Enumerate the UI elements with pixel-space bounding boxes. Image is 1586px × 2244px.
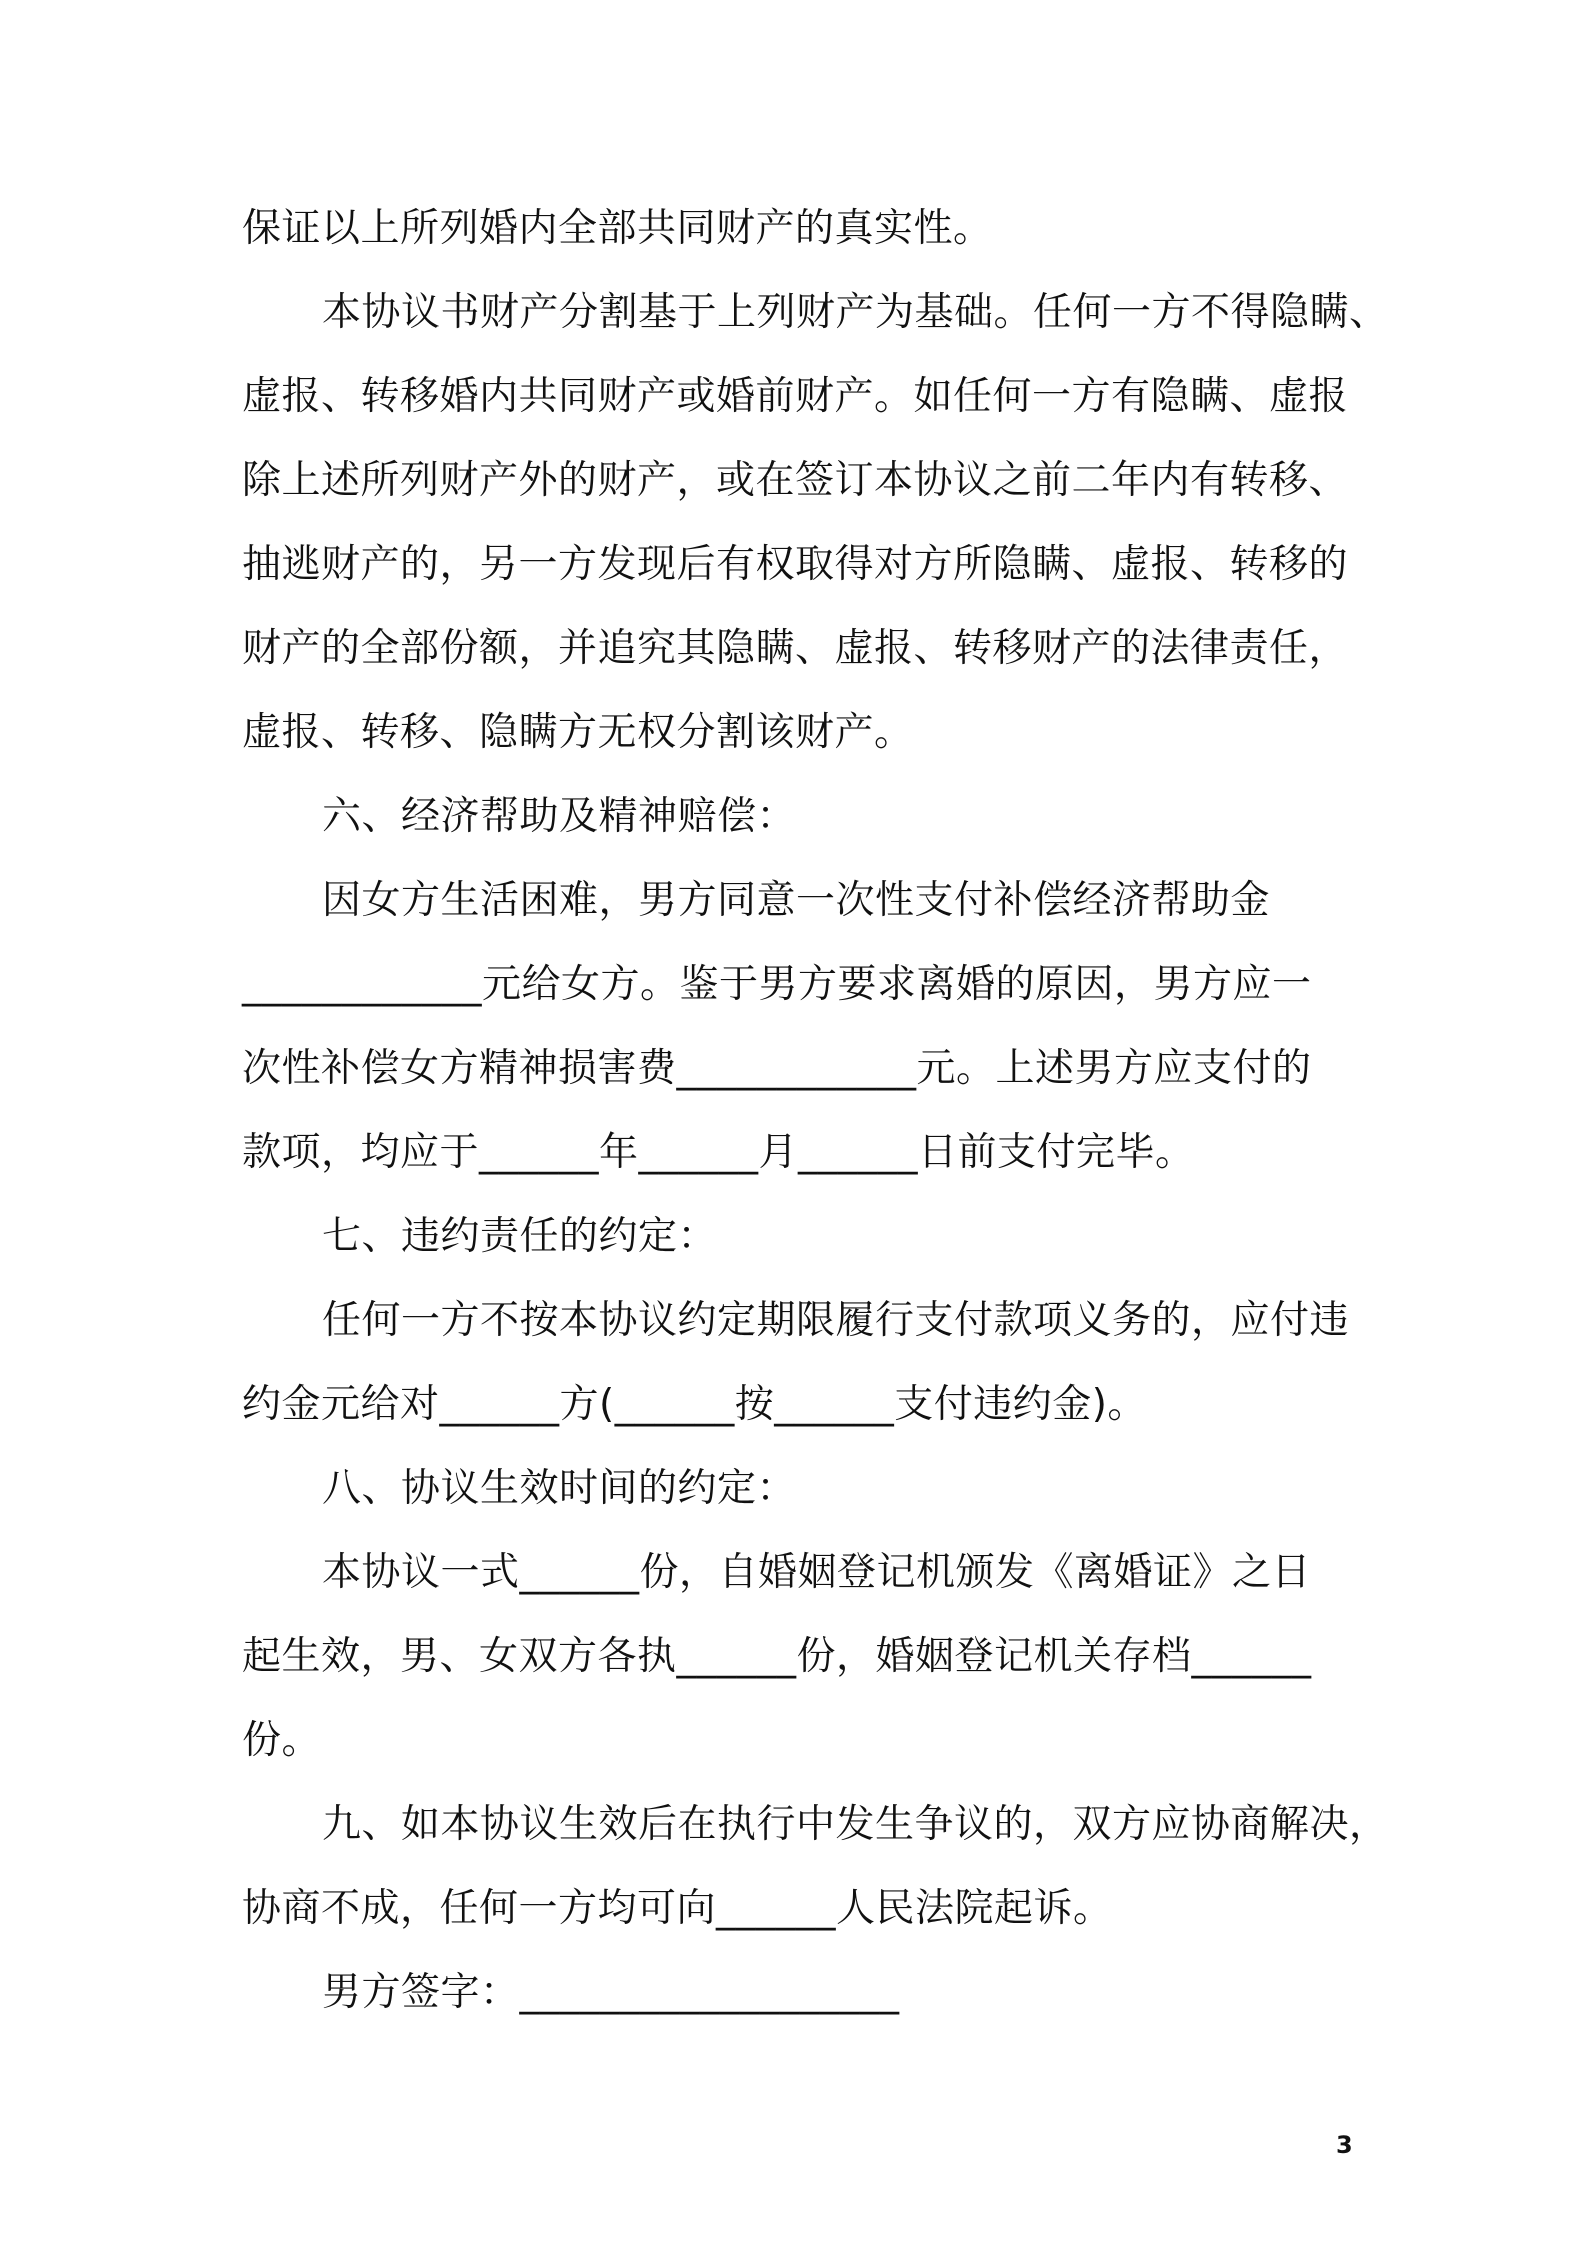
page-number: 3 [1336, 2131, 1353, 2159]
text-line: 本协议一式______份，自婚姻登记机颁发《离婚证》之日 [322, 1550, 1312, 1595]
text-line: 因女方生活困难，男方同意一次性支付补偿经济帮助金 [322, 878, 1271, 923]
text-line: 虚报、转移婚内共同财产或婚前财产。如任何一方有隐瞒、虚报 [242, 374, 1349, 419]
text-line: 除上述所列财产外的财产，或在签订本协议之前二年内有转移、 [242, 458, 1349, 503]
text-line: 财产的全部份额，并追究其隐瞒、虚报、转移财产的法律责任， [242, 626, 1349, 671]
text-line: 款项，均应于______年______月______日前支付完毕。 [242, 1130, 1195, 1175]
text-line: 次性补偿女方精神损害费____________元。上述男方应支付的 [242, 1046, 1312, 1091]
text-line: 本协议书财产分割基于上列财产为基础。任何一方不得隐瞒、 [322, 290, 1389, 335]
text-line: 抽逃财产的，另一方发现后有权取得对方所隐瞒、虚报、转移的 [242, 542, 1349, 587]
section-heading-9: 九、如本协议生效后在执行中发生争议的，双方应协商解决， [322, 1802, 1389, 1847]
text-line: 保证以上所列婚内全部共同财产的真实性。 [242, 206, 993, 251]
text-line: 份。 [242, 1718, 322, 1763]
section-heading-6: 六、经济帮助及精神赔偿： [322, 794, 797, 839]
text-line: 协商不成，任何一方均可向______人民法院起诉。 [242, 1886, 1113, 1931]
body-text [242, 187, 1389, 2035]
male-signature-line: 男方签字：___________________ [322, 1970, 900, 2015]
text-line: 约金元给对______方(______按______支付违约金)。 [242, 1382, 1147, 1427]
text-line: 起生效，男、女双方各执______份，婚姻登记机关存档______ [242, 1634, 1312, 1679]
section-heading-7: 七、违约责任的约定： [322, 1214, 718, 1259]
text-line: 任何一方不按本协议约定期限履行支付款项义务的，应付违 [322, 1298, 1350, 1343]
section-heading-8: 八、协议生效时间的约定： [322, 1466, 797, 1511]
text-line: ____________元给女方。鉴于男方要求离婚的原因，男方应一 [242, 962, 1312, 1007]
text-line: 虚报、转移、隐瞒方无权分割该财产。 [242, 710, 914, 755]
